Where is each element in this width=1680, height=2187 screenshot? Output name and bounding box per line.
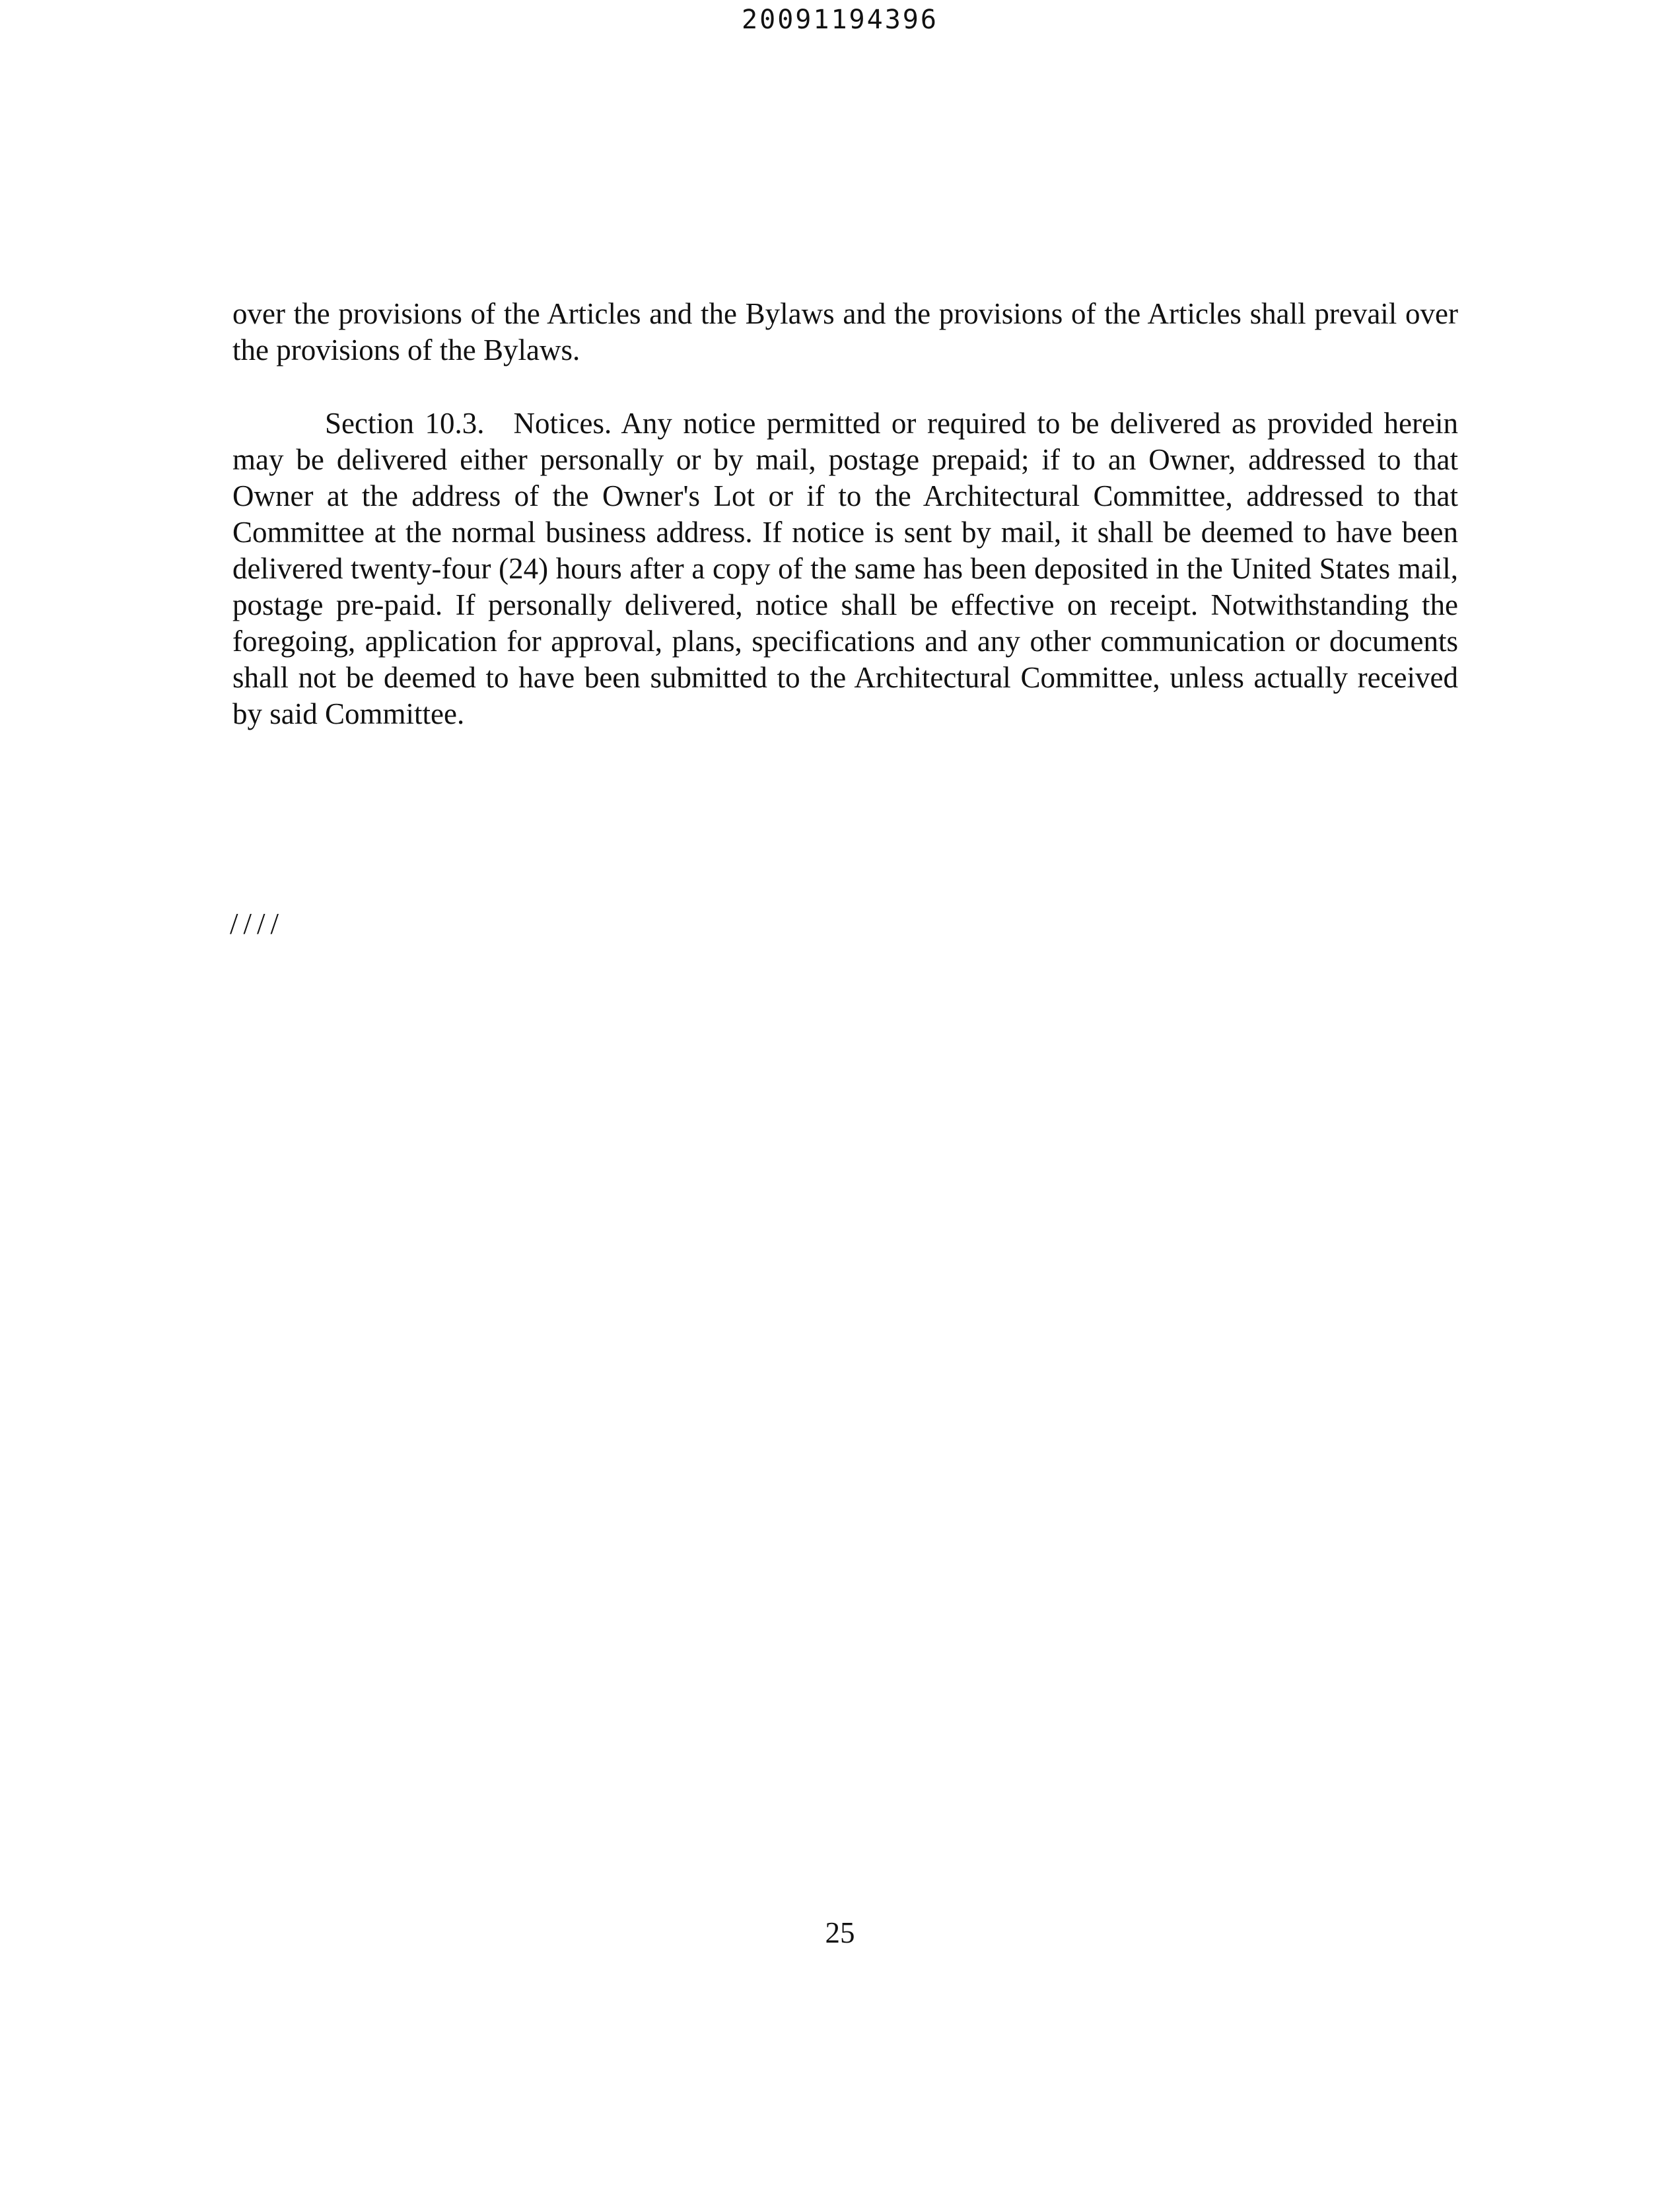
section-number: Section 10.3.: [325, 407, 485, 440]
section-10-3-paragraph: [232, 405, 1458, 732]
continuation-mark: ////: [230, 907, 285, 940]
section-text: Any notice permitted or required to be delivered as provided herein may be delivered either personally or by mail, postage prepaid; if to an Owner, addressed to that Owner at the address of the Owner's Lot or if to the Architectural Committee, addressed to that Committee at the normal business address. If notice is sent by mail, it shall be deemed to have been delivered twenty-four (24) hours after a copy of the same has been deposited in the United States mail, postage pre-paid. If personally delivered, notice shall be effective on receipt. Notwithstanding the foregoing, application for approval, plans, specifications and any other communication or documents shall not be deemed to have been submitted to the Architectural Committee, unless actually received by said Committee.: [232, 407, 1458, 730]
paragraph-continuation: over the provisions of the Articles and the Bylaws and the provisions of the Articles shall prevail over the provisions of the Bylaws.: [232, 297, 1458, 366]
page-number: 25: [825, 1916, 855, 1949]
section-heading: Notices.: [513, 407, 612, 440]
document-number: 20091194396: [742, 5, 938, 35]
